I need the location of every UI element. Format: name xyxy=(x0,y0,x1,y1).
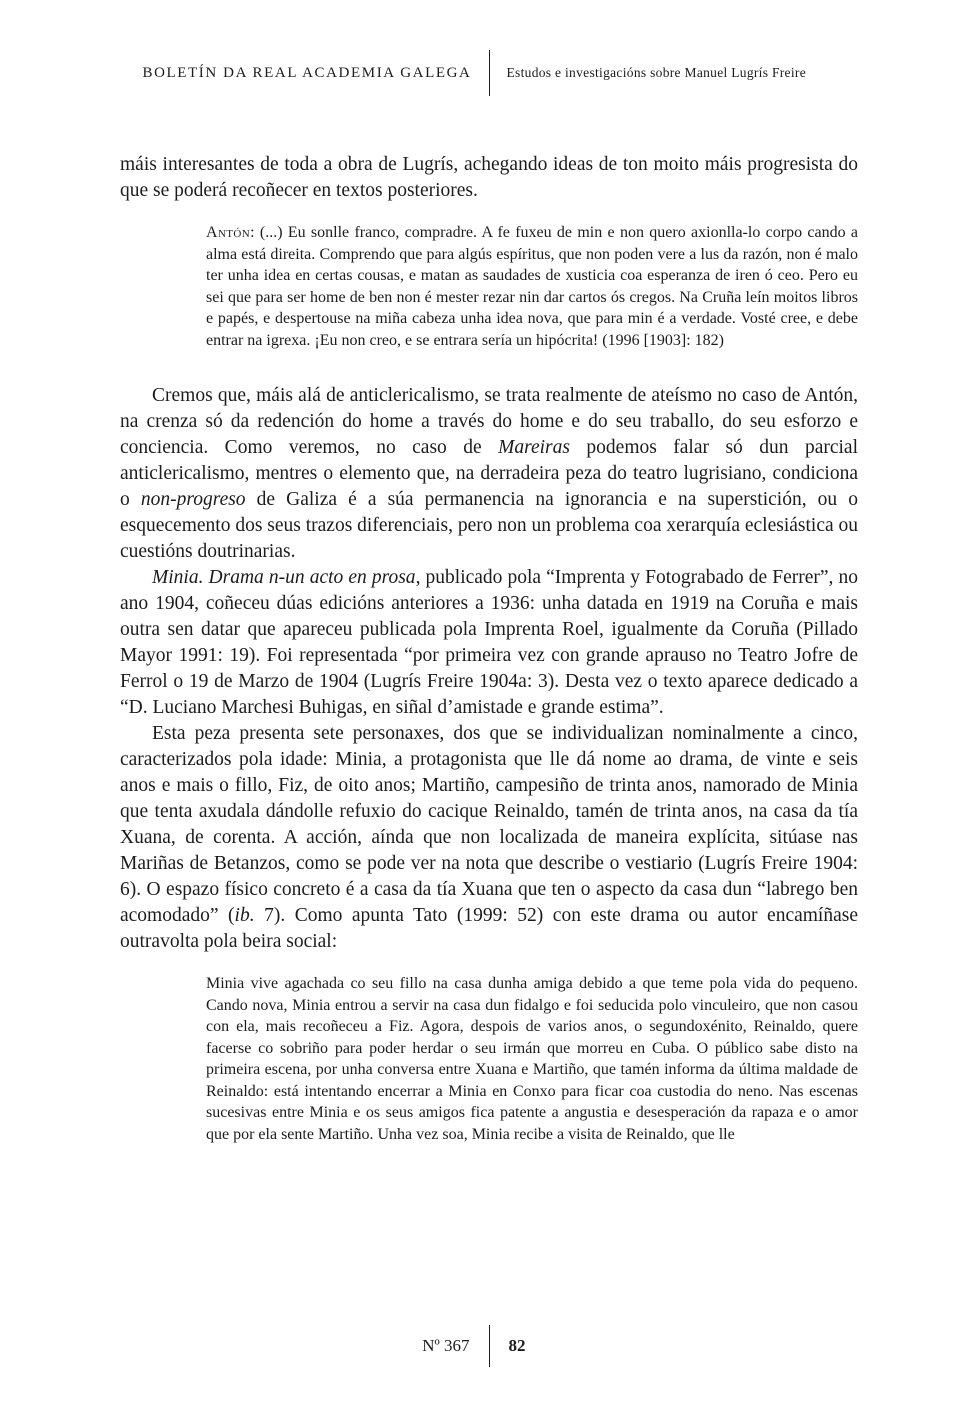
page-number: 82 xyxy=(508,1336,526,1355)
text-segment: ib. xyxy=(234,905,255,926)
page-footer xyxy=(120,1325,858,1367)
text-segment: de Galiza é a súa permanencia na ignorancia e na superstición, ou o esquecemento dos seus trazos diferenciais, pero non un problema coa xerarquía eclesiástica ou cuestións doutrinarias. xyxy=(120,489,859,562)
paragraph xyxy=(120,383,858,565)
paragraph xyxy=(120,565,858,721)
section-title: Estudos e investigacións sobre Manuel Lugrís Freire xyxy=(506,65,806,80)
text-segment: Mareiras xyxy=(498,437,570,458)
issue-number: Nº 367 xyxy=(422,1336,470,1355)
text-segment: máis interesantes de toda a obra de Lugrís, achegando ideas de ton moito máis progresista do que se poderá recoñecer en textos posteriores. xyxy=(120,154,858,201)
text-segment: : (...) Eu sonlle franco, compradre. A fe fuxeu de min e non quero axionlla-lo corpo cando a alma está direita. Comprendo que para algús espíritus, que non poden vere a lus da razón, non é malo ter unha idea en certas cousas, e matan as saudades de xusticia coa esperanza de iren ó ceo. Pero eu sei que para ser home de ben non é mester rezar nin dar cartos ós cregos. Na Cruña leín moitos libros e papés, e despertouse na miña cabeza unha idea nova, que para min é a verdade. Vosté cree, e debe entrar na igrexa. ¡Eu non creo, e se entrara sería un hipócrita! (1996 [1903]: 182) xyxy=(206,224,858,349)
journal-title: BOLETÍN DA REAL ACADEMIA GALEGA xyxy=(142,64,472,81)
page-content xyxy=(120,152,858,1145)
text-segment: , publicado pola “Imprenta y Fotograbado de Ferrer”, no ano 1904, coñeceu dúas edicións anteriores a 1936: unha datada en 1919 na Coruña e mais outra sen datar que apareceu publicada pola Imprenta Roel, igualmente da Coruña (Pillado Mayor 1991: 19). Foi representada “por primeira vez con grande aprauso no Teatro Jofre de Ferrol o 19 de Marzo de 1904 (Lugrís Freire 1904a: 3). Desta vez o texto aparece dedicado a “D. Luciano Marchesi Buhigas, en siñal d’amistade e grande estima”. xyxy=(120,567,858,718)
text-segment: podemos falar só dun parcial anticlericalismo, mentres o elemento que, na derradeira peza do teatro lugrisiano, condiciona o xyxy=(120,437,858,510)
blockquote xyxy=(206,973,858,1145)
text-segment: Esta peza presenta sete personaxes, dos que se individualizan nominalmente a cinco, caracterizados pola idade: Minia, a protagonista que lle dá nome ao drama, de vinte e seis anos e mais o fillo, Fiz, de oito anos; Martiño, campesiño de trinta anos, namorado de Minia que tenta axudala dándolle refuxio do cacique Reinaldo, tamén de trinta anos, na casa da tía Xuana, de corenta. A acción, aínda que non localizada de maneira explícita, sitúase nas Mariñas de Betanzos, como se pode ver na nota que describe o vestiario (Lugrís Freire 1904: 6). O espazo físico concreto é a casa da tía Xuana que ten o aspecto da casa dun “labrego ben acomodado” ( xyxy=(120,723,858,926)
blockquote xyxy=(206,222,858,351)
text-segment: Minia vive agachada co seu fillo na casa dunha amiga debido a que teme pola vida do pequeno. Cando nova, Minia entrou a servir na casa dun fidalgo e foi seducida polo vinculeiro, que non casou con ela, mais recoñeceu a Fiz. Agora, despois de varios anos, o segundoxénito, Reinaldo, quere facerse co sobriño para poder herdar o seu irmán que morreu en Cuba. O público sabe disto na primeira escena, por unha conversa entre Xuana e Martiño, que tamén informa da última maldade de Reinaldo: está intentando encerrar a Minia en Conxo para ficar coa custodia do neno. Nas escenas sucesivas entre Minia e os seus amigos fica patente a angustia e desesperación da rapaza e o amor que por ela sente Martiño. Unha vez soa, Minia recibe a visita de Reinaldo, que lle xyxy=(206,975,858,1143)
text-segment: Minia. Drama n-un acto en prosa xyxy=(152,567,416,588)
paragraph xyxy=(120,721,858,955)
text-segment: Antón xyxy=(206,224,251,241)
paragraph xyxy=(120,152,858,204)
text-segment: Cremos que, máis alá de anticlericalismo, se trata realmente de ateísmo no caso de Antón, na crenza só da redención do home a través do home e do seu traballo, do seu esforzo e conciencia. Como veremos, no caso de xyxy=(120,385,858,458)
page-header xyxy=(120,50,858,96)
text-segment: non-progreso xyxy=(140,489,246,510)
text-segment: 7). Como apunta Tato (1999: 52) con este drama ou autor encamíñase outravolta pola beira social: xyxy=(120,905,858,952)
